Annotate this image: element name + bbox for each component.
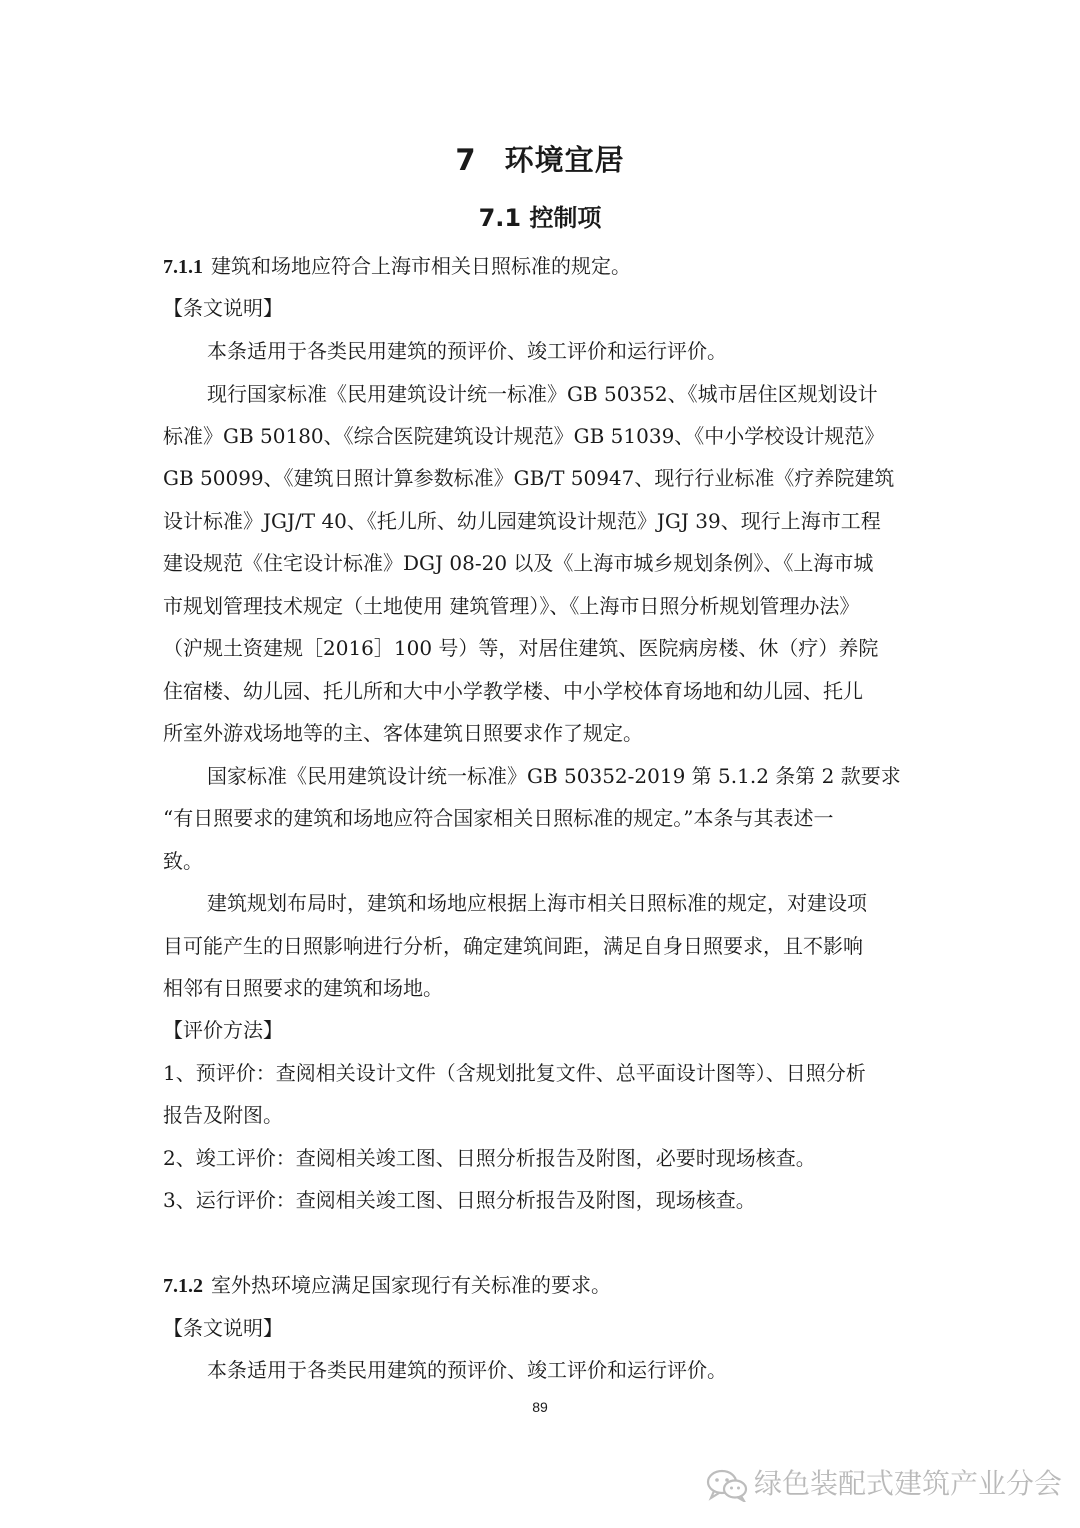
clause-number: 7.1.2: [163, 1275, 203, 1297]
paragraph-line: 所室外游戏场地等的主、客体建筑日照要求作了规定。: [163, 721, 643, 745]
paragraph-line: 住宿楼、幼儿园、托儿所和大中小学教学楼、中小学校体育场地和幼儿园、托儿: [163, 679, 863, 703]
paragraph-line: 市规划管理技术规定（土地使用 建筑管理）》、《上海市日照分析规划管理办法》: [163, 594, 860, 618]
paragraph-line: 现行国家标准《民用建筑设计统一标准》GB 50352、《城市居住区规划设计: [207, 382, 878, 406]
section-title: [0, 198, 1080, 233]
method-item: 3、运行评价：查阅相关竣工图、日照分析报告及附图，现场核查。: [163, 1188, 756, 1212]
clause-text: 室外热环境应满足国家现行有关标准的要求。: [211, 1273, 611, 1297]
paragraph-line: （沪规土资建规［2016］100 号）等，对居住建筑、医院病房楼、休（疗）养院: [163, 636, 879, 660]
clause-number: 7.1.1: [163, 256, 203, 278]
paragraph-line: 致。: [163, 849, 203, 873]
paragraph-line: 相邻有日照要求的建筑和场地。: [163, 976, 443, 1000]
paragraph-line: 目可能产生的日照影响进行分析，确定建筑间距，满足自身日照要求，且不影响: [163, 934, 863, 958]
explanation-label: 【条文说明】: [163, 1316, 283, 1340]
paragraph-line: 本条适用于各类民用建筑的预评价、竣工评价和运行评价。: [207, 1358, 727, 1382]
method-label: 【评价方法】: [163, 1018, 283, 1042]
chapter-name: 环境宜居: [504, 143, 625, 177]
page-number: 89: [532, 1399, 548, 1415]
paragraph-line: 标准》GB 50180、《综合医院建筑设计规范》GB 51039、《中小学校设计规范》: [163, 424, 885, 448]
chapter-title: [0, 138, 1080, 179]
paragraph-line: 本条适用于各类民用建筑的预评价、竣工评价和运行评价。: [207, 339, 727, 363]
paragraph-line: GB 50099、《建筑日照计算参数标准》GB/T 50947、现行行业标准《疗养院建筑: [163, 466, 895, 490]
paragraph-line: 建设规范《住宅设计标准》DGJ 08-20 以及《上海市城乡规划条例》、《上海市城: [163, 551, 874, 575]
method-item: 2、竣工评价：查阅相关竣工图、日照分析报告及附图，必要时现场核查。: [163, 1146, 816, 1170]
paragraph-line: 建筑规划布局时，建筑和场地应根据上海市相关日照标准的规定，对建设项: [207, 891, 867, 915]
paragraph-line: 国家标准《民用建筑设计统一标准》GB 50352-2019 第 5.1.2 条第 2 款要求: [207, 764, 901, 788]
section-number: 7.1: [478, 204, 522, 232]
watermark-text: 绿色装配式建筑产业分会: [754, 1467, 1063, 1500]
chapter-number: 7: [455, 143, 477, 177]
paragraph-line: “有日照要求的建筑和场地应符合国家相关日照标准的规定。”本条与其表述一: [163, 806, 834, 830]
paragraph-line: 设计标准》JGJ/T 40、《托儿所、幼儿园建筑设计规范》JGJ 39、现行上海市工程: [163, 509, 881, 533]
clause-text: 建筑和场地应符合上海市相关日照标准的规定。: [211, 254, 631, 278]
method-item: 1、预评价：查阅相关设计文件（含规划批复文件、总平面设计图等）、日照分析: [163, 1061, 866, 1085]
method-item: 报告及附图。: [163, 1103, 283, 1127]
clause-7-1-2-heading: [163, 1273, 923, 1298]
watermark: [706, 1462, 1066, 1502]
explanation-label: 【条文说明】: [163, 296, 283, 320]
wechat-icon: [706, 1468, 748, 1502]
section-name: 控制项: [529, 204, 602, 232]
clause-7-1-1-heading: [163, 254, 923, 279]
